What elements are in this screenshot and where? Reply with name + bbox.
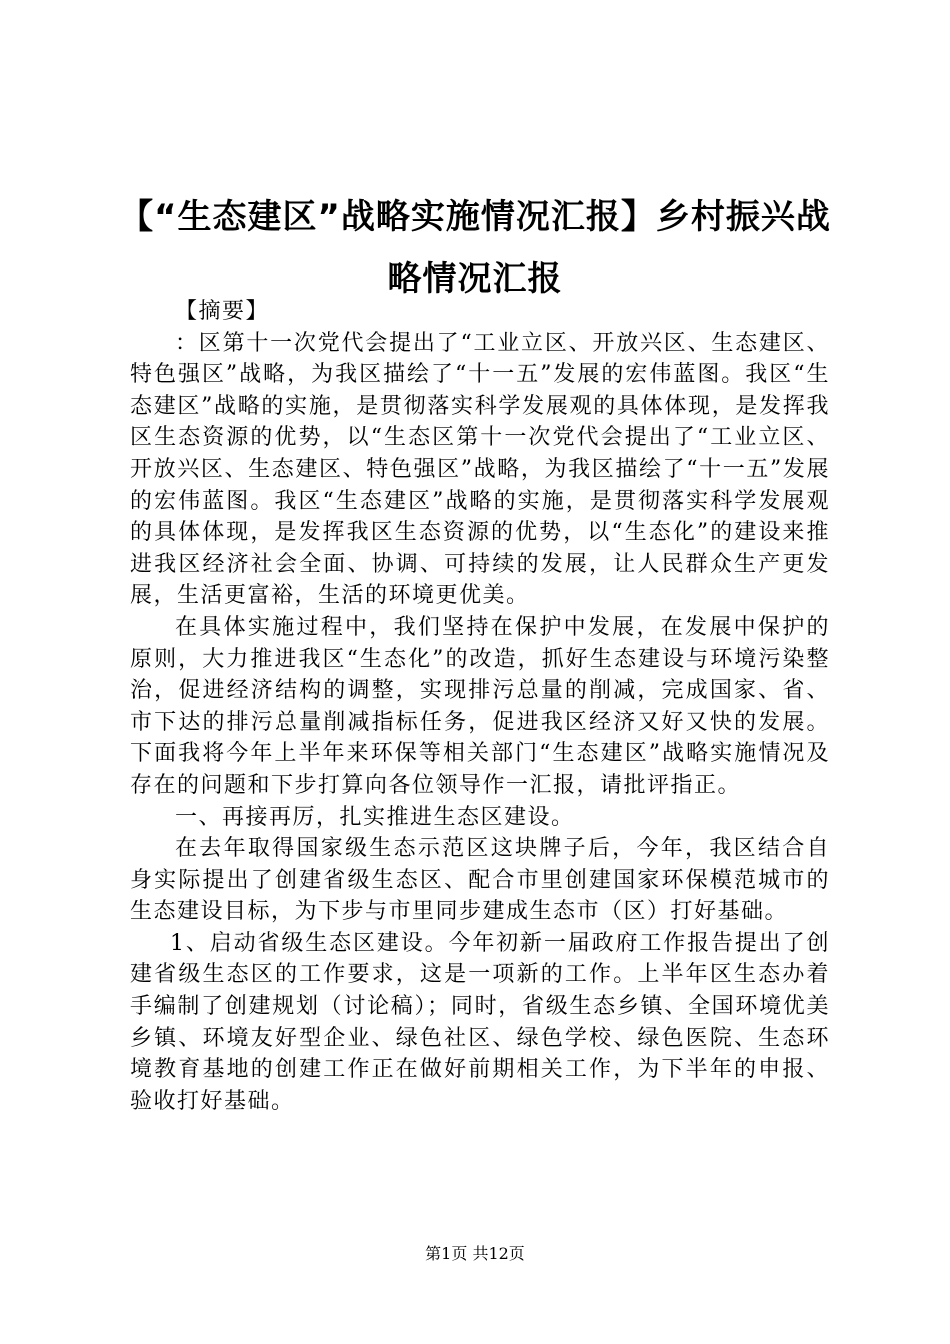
body-paragraph: 1、启动省级生态区建设。今年初新一届政府工作报告提出了创建省级生态区的工作要求，这是一项新的工作。上半年区生态办着手编制了创建规划（讨论稿）；同时，省级生态乡镇、全国环境优美乡镇、环境友好型企业、绿色社区、绿色学校、绿色医院、生态环境教育基地的创建工作正在做好前期相关工作，为下半年的申报、验收打好基础。 (130, 930, 830, 1114)
body-paragraph: 在具体实施过程中，我们坚持在保护中发展，在发展中保护的原则，大力推进我区“生态化”的改造，抓好生态建设与环境污染整治，促进经济结构的调整，实现排污总量的削减，完成国家、省、市下达的排污总量削减指标任务，促进我区经济又好又快的发展。下面我将今年上半年来环保等相关部门“生态建区”战略实施情况及存在的问题和下步打算向各位领导作一汇报，请批评指正。 (130, 614, 830, 798)
page-footer: 第1页 共12页 (425, 1244, 525, 1263)
abstract-label: 【摘要】 (175, 299, 270, 324)
document-body (130, 296, 830, 1117)
section-heading: 一、再接再厉，扎实推进生态区建设。 (175, 804, 575, 830)
body-paragraph: 在去年取得国家级生态示范区这块牌子后，今年，我区结合自身实际提出了创建省级生态区、配合市里创建国家环保模范城市的生态建设目标，为下步与市里同步建成生态市（区）打好基础。 (130, 836, 830, 925)
abstract-paragraph: ：区第十一次党代会提出了“工业立区、开放兴区、生态建区、特色强区”战略，为我区描绘了“十一五”发展的宏伟蓝图。我区“生态建区”战略的实施，是贯彻落实科学发展观的具体体现，是发挥我区生态资源的优势，以“生态区第十一次党代会提出了“工业立区、开放兴区、生态建区、特色强区”战略，为我区描绘了“十一五”发展的宏伟蓝图。我区“生态建区”战略的实施，是贯彻落实科学发展观的具体体现，是发挥我区生态资源的优势，以“生态化”的建设来推进我区经济社会全面、协调、可持续的发展，让人民群众生产更发展，生活更富裕，生活的环境更优美。 (130, 330, 830, 609)
document-title: 【“生态建区”战略实施情况汇报】乡村振兴战略情况汇报 (119, 197, 831, 299)
